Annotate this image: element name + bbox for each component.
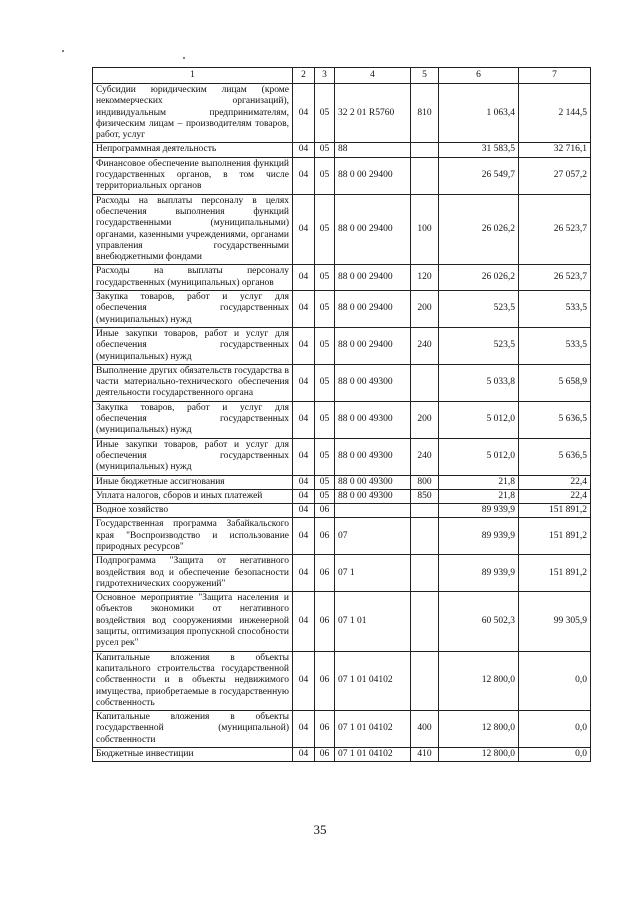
subsection-code-cell: 06: [315, 518, 335, 555]
section-code-cell: 04: [293, 364, 315, 401]
section-code-cell: 04: [293, 711, 315, 748]
table-row: [93, 504, 591, 518]
section-code-cell: 04: [293, 143, 315, 157]
amount-col6-cell: 31 583,5: [439, 143, 519, 157]
amount-col7-cell: 5 636,5: [519, 401, 591, 438]
scan-speck: [62, 50, 64, 52]
row-name-cell: Бюджетные инвестиции: [93, 748, 293, 762]
section-code-cell: 04: [293, 438, 315, 475]
target-article-cell: 88 0 00 29400: [335, 265, 411, 291]
amount-col6-cell: 523,5: [439, 291, 519, 328]
expense-type-cell: 800: [411, 475, 439, 489]
section-code-cell: 04: [293, 291, 315, 328]
table-row: [93, 291, 591, 328]
table-row: [93, 194, 591, 265]
amount-col6-cell: 12 800,0: [439, 748, 519, 762]
page-number: 35: [313, 822, 327, 837]
section-code-cell: 04: [293, 475, 315, 489]
row-name-cell: Основное мероприятие "Защита населения и объектов экономики от негативного воздействия вод сооружениями инженерной защиты, оптимизация пропускной способности русел рек": [93, 592, 293, 651]
target-article-cell: 07 1 01: [335, 592, 411, 651]
expense-type-cell: 100: [411, 194, 439, 265]
amount-col6-cell: 5 012,0: [439, 401, 519, 438]
expense-type-cell: 240: [411, 327, 439, 364]
subsection-code-cell: 06: [315, 592, 335, 651]
row-name-cell: Закупка товаров, работ и услуг для обеспечения государственных (муниципальных) нужд: [93, 401, 293, 438]
target-article-cell: 88 0 00 49300: [335, 364, 411, 401]
table-row: [93, 265, 591, 291]
row-name-cell: Подпрограмма "Защита от негативного воздействия вод и обеспечение безопасности гидротехнических сооружений": [93, 555, 293, 592]
header-cell: 6: [439, 68, 519, 84]
amount-col6-cell: 21,8: [439, 475, 519, 489]
row-name-cell: Государственная программа Забайкальского края "Воспроизводство и использование природных ресурсов": [93, 518, 293, 555]
amount-col6-cell: 1 063,4: [439, 84, 519, 143]
amount-col7-cell: 151 891,2: [519, 518, 591, 555]
section-code-cell: 04: [293, 592, 315, 651]
row-name-cell: Расходы на выплаты персоналу государственных (муниципальных) органов: [93, 265, 293, 291]
column-number-header: [93, 68, 591, 84]
expense-type-cell: 120: [411, 265, 439, 291]
subsection-code-cell: 06: [315, 504, 335, 518]
amount-col7-cell: 22,4: [519, 489, 591, 503]
target-article-cell: 88 0 00 49300: [335, 475, 411, 489]
scan-speck: [183, 57, 185, 59]
amount-col6-cell: 26 549,7: [439, 157, 519, 194]
expense-type-cell: [411, 364, 439, 401]
amount-col7-cell: 5 636,5: [519, 438, 591, 475]
header-cell: 3: [315, 68, 335, 84]
section-code-cell: 04: [293, 265, 315, 291]
row-name-cell: Иные закупки товаров, работ и услуг для обеспечения государственных (муниципальных) нужд: [93, 438, 293, 475]
expense-type-cell: [411, 143, 439, 157]
amount-col7-cell: 533,5: [519, 291, 591, 328]
table-row: [93, 711, 591, 748]
target-article-cell: 88 0 00 29400: [335, 291, 411, 328]
expense-type-cell: 850: [411, 489, 439, 503]
header-cell: 5: [411, 68, 439, 84]
subsection-code-cell: 05: [315, 143, 335, 157]
section-code-cell: 04: [293, 651, 315, 710]
amount-col6-cell: 60 502,3: [439, 592, 519, 651]
row-name-cell: Выполнение других обязательств государства в части материально-технического обеспечения деятельности государственного органа: [93, 364, 293, 401]
amount-col7-cell: 533,5: [519, 327, 591, 364]
amount-col6-cell: 89 939,9: [439, 504, 519, 518]
amount-col6-cell: 89 939,9: [439, 555, 519, 592]
target-article-cell: 07 1 01 04102: [335, 651, 411, 710]
table-row: [93, 438, 591, 475]
target-article-cell: [335, 504, 411, 518]
subsection-code-cell: 06: [315, 711, 335, 748]
subsection-code-cell: 05: [315, 291, 335, 328]
table-row: [93, 651, 591, 710]
section-code-cell: 04: [293, 194, 315, 265]
target-article-cell: 32 2 01 R5760: [335, 84, 411, 143]
table-row: [93, 401, 591, 438]
subsection-code-cell: 05: [315, 364, 335, 401]
header-cell: 4: [335, 68, 411, 84]
target-article-cell: 88 0 00 29400: [335, 327, 411, 364]
amount-col7-cell: 151 891,2: [519, 555, 591, 592]
amount-col6-cell: 26 026,2: [439, 194, 519, 265]
subsection-code-cell: 05: [315, 489, 335, 503]
target-article-cell: 07 1 01 04102: [335, 711, 411, 748]
row-name-cell: Иные бюджетные ассигнования: [93, 475, 293, 489]
subsection-code-cell: 06: [315, 748, 335, 762]
row-name-cell: Расходы на выплаты персоналу в целях обеспечения выполнения функций государственными (муниципальными) органами, казенными учреждениями, органами управления государственными внебюджетными фондами: [93, 194, 293, 265]
amount-col7-cell: 0,0: [519, 711, 591, 748]
table-row: [93, 475, 591, 489]
header-cell: 2: [293, 68, 315, 84]
section-code-cell: 04: [293, 84, 315, 143]
row-name-cell: Уплата налогов, сборов и иных платежей: [93, 489, 293, 503]
header-cell: 7: [519, 68, 591, 84]
target-article-cell: 88: [335, 143, 411, 157]
section-code-cell: 04: [293, 555, 315, 592]
subsection-code-cell: 05: [315, 438, 335, 475]
expense-type-cell: 410: [411, 748, 439, 762]
row-name-cell: Финансовое обеспечение выполнения функций государственных органов, в том числе территориальных органов: [93, 157, 293, 194]
amount-col7-cell: 2 144,5: [519, 84, 591, 143]
amount-col6-cell: 12 800,0: [439, 651, 519, 710]
section-code-cell: 04: [293, 504, 315, 518]
subsection-code-cell: 05: [315, 401, 335, 438]
amount-col7-cell: 0,0: [519, 651, 591, 710]
subsection-code-cell: 05: [315, 265, 335, 291]
subsection-code-cell: 06: [315, 555, 335, 592]
amount-col7-cell: 32 716,1: [519, 143, 591, 157]
section-code-cell: 04: [293, 748, 315, 762]
target-article-cell: 07 1 01 04102: [335, 748, 411, 762]
section-code-cell: 04: [293, 327, 315, 364]
section-code-cell: 04: [293, 157, 315, 194]
table-row: [93, 327, 591, 364]
row-name-cell: Водное хозяйство: [93, 504, 293, 518]
expense-type-cell: [411, 504, 439, 518]
expense-type-cell: 240: [411, 438, 439, 475]
table-row: [93, 489, 591, 503]
table-row: [93, 84, 591, 143]
target-article-cell: 88 0 00 49300: [335, 401, 411, 438]
expense-type-cell: [411, 157, 439, 194]
amount-col7-cell: 22,4: [519, 475, 591, 489]
table-row: [93, 143, 591, 157]
table-row: [93, 592, 591, 651]
amount-col6-cell: 523,5: [439, 327, 519, 364]
expense-type-cell: [411, 651, 439, 710]
header-cell: 1: [93, 68, 293, 84]
row-name-cell: Иные закупки товаров, работ и услуг для обеспечения государственных (муниципальных) нужд: [93, 327, 293, 364]
amount-col6-cell: 89 939,9: [439, 518, 519, 555]
target-article-cell: 88 0 00 49300: [335, 438, 411, 475]
row-name-cell: Капитальные вложения в объекты капитального строительства государственной собственности и в объекты недвижимого имущества, приобретаемые в государственную собственность: [93, 651, 293, 710]
expense-type-cell: 200: [411, 291, 439, 328]
table-row: [93, 555, 591, 592]
expense-type-cell: 400: [411, 711, 439, 748]
subsection-code-cell: 06: [315, 651, 335, 710]
subsection-code-cell: 05: [315, 194, 335, 265]
expense-type-cell: 810: [411, 84, 439, 143]
amount-col7-cell: 26 523,7: [519, 265, 591, 291]
subsection-code-cell: 05: [315, 84, 335, 143]
subsection-code-cell: 05: [315, 327, 335, 364]
amount-col6-cell: 26 026,2: [439, 265, 519, 291]
amount-col6-cell: 5 012,0: [439, 438, 519, 475]
amount-col6-cell: 5 033,8: [439, 364, 519, 401]
target-article-cell: 88 0 00 49300: [335, 489, 411, 503]
row-name-cell: Субсидии юридическим лицам (кроме некоммерческих организаций), индивидуальным предпринимателям, физическим лицам – производителям товаров, работ, услуг: [93, 84, 293, 143]
expense-type-cell: [411, 518, 439, 555]
target-article-cell: 88 0 00 29400: [335, 157, 411, 194]
amount-col7-cell: 99 305,9: [519, 592, 591, 651]
table-row: [93, 518, 591, 555]
subsection-code-cell: 05: [315, 157, 335, 194]
section-code-cell: 04: [293, 401, 315, 438]
budget-table: [92, 67, 591, 762]
section-code-cell: 04: [293, 489, 315, 503]
target-article-cell: 07 1: [335, 555, 411, 592]
amount-col6-cell: 21,8: [439, 489, 519, 503]
amount-col7-cell: 151 891,2: [519, 504, 591, 518]
target-article-cell: 07: [335, 518, 411, 555]
expense-type-cell: 200: [411, 401, 439, 438]
table-row: [93, 748, 591, 762]
amount-col7-cell: 0,0: [519, 748, 591, 762]
row-name-cell: Непрограммная деятельность: [93, 143, 293, 157]
amount-col7-cell: 26 523,7: [519, 194, 591, 265]
amount-col6-cell: 12 800,0: [439, 711, 519, 748]
amount-col7-cell: 27 057,2: [519, 157, 591, 194]
subsection-code-cell: 05: [315, 475, 335, 489]
expense-type-cell: [411, 555, 439, 592]
table-row: [93, 364, 591, 401]
row-name-cell: Закупка товаров, работ и услуг для обеспечения государственных (муниципальных) нужд: [93, 291, 293, 328]
expense-type-cell: [411, 592, 439, 651]
section-code-cell: 04: [293, 518, 315, 555]
table-row: [93, 157, 591, 194]
row-name-cell: Капитальные вложения в объекты государственной (муниципальной) собственности: [93, 711, 293, 748]
target-article-cell: 88 0 00 29400: [335, 194, 411, 265]
amount-col7-cell: 5 658,9: [519, 364, 591, 401]
